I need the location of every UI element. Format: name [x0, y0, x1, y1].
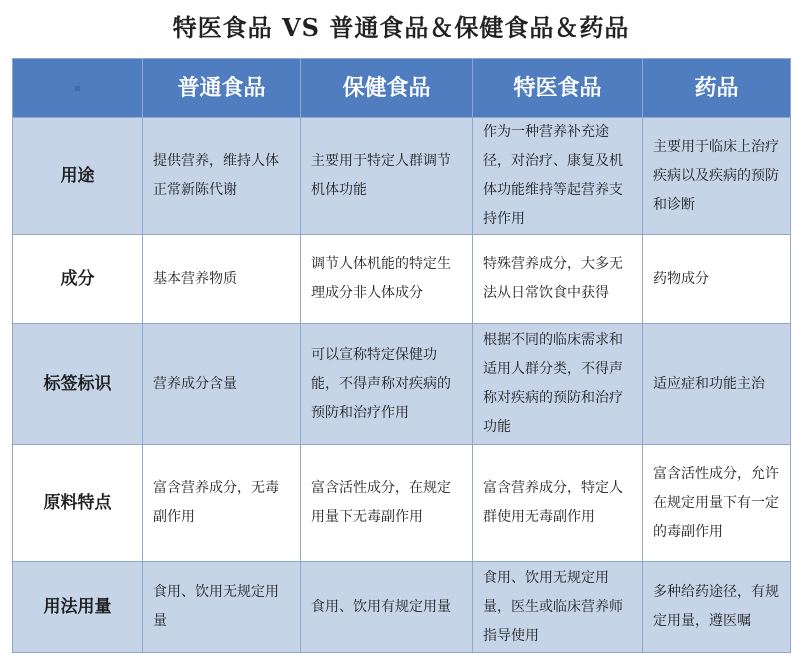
table-row: [13, 445, 791, 562]
header-row: [13, 59, 791, 118]
row-header: 成分: [13, 235, 143, 324]
table-row: [13, 118, 791, 235]
table-cell: 基本营养物质: [143, 235, 301, 324]
table-cell: 食用、饮用无规定用量: [143, 562, 301, 653]
corner-cell: ▪: [13, 59, 143, 118]
table-cell: 提供营养，维持人体正常新陈代谢: [143, 118, 301, 235]
table-cell: 富含营养成分，无毒副作用: [143, 445, 301, 562]
row-header: 原料特点: [13, 445, 143, 562]
table-cell: 适应症和功能主治: [643, 324, 791, 445]
table-cell: 调节人体机能的特定生理成分非人体成分: [301, 235, 473, 324]
table-cell: 主要用于临床上治疗疾病以及疾病的预防和诊断: [643, 118, 791, 235]
column-header-health-food: 保健食品: [301, 59, 473, 118]
column-header-medicine: 药品: [643, 59, 791, 118]
table-cell: 主要用于特定人群调节机体功能: [301, 118, 473, 235]
column-header-medical-food: 特医食品: [473, 59, 643, 118]
table-cell: 药物成分: [643, 235, 791, 324]
table-cell: 营养成分含量: [143, 324, 301, 445]
table-cell: 多种给药途径，有规定用量，遵医嘱: [643, 562, 791, 653]
table-cell: 富含活性成分，允许在规定用量下有一定的毒副作用: [643, 445, 791, 562]
row-header: 标签标识: [13, 324, 143, 445]
table-cell: 富含活性成分，在规定用量下无毒副作用: [301, 445, 473, 562]
page-title: 特医食品 VS 普通食品＆保健食品＆药品: [172, 13, 630, 42]
table-cell: 食用、饮用无规定用量，医生或临床营养师指导使用: [473, 562, 643, 653]
row-header: 用法用量: [13, 562, 143, 653]
table-row: [13, 562, 791, 653]
table-cell: 作为一种营养补充途径，对治疗、康复及机体功能维持等起营养支持作用: [473, 118, 643, 235]
table-row: [13, 324, 791, 445]
column-header-ordinary-food: 普通食品: [143, 59, 301, 118]
table-row: [13, 235, 791, 324]
comparison-table: [12, 58, 791, 653]
table-cell: 食用、饮用有规定用量: [301, 562, 473, 653]
table-cell: 根据不同的临床需求和适用人群分类，不得声称对疾病的预防和治疗功能: [473, 324, 643, 445]
table-cell: 特殊营养成分，大多无法从日常饮食中获得: [473, 235, 643, 324]
table-cell: 可以宣称特定保健功能，不得声称对疾病的预防和治疗作用: [301, 324, 473, 445]
table-cell: 富含营养成分，特定人群使用无毒副作用: [473, 445, 643, 562]
row-header: 用途: [13, 118, 143, 235]
